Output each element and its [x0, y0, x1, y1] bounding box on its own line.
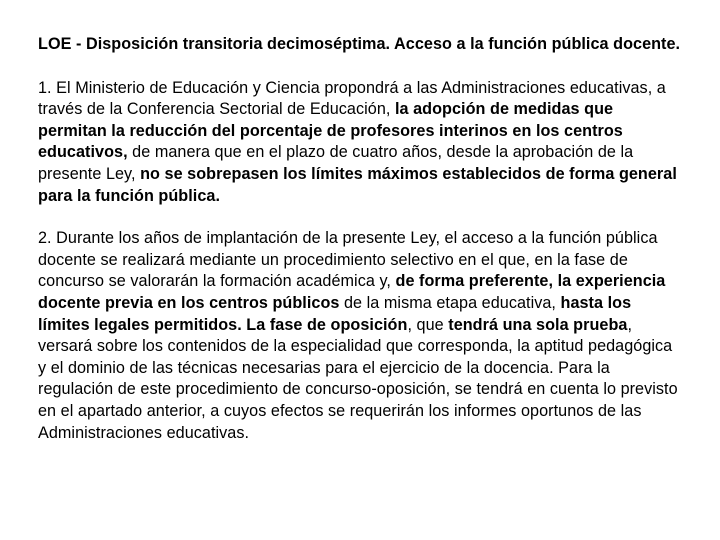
paragraph-2-text-2: de la misma etapa educativa, [339, 293, 561, 312]
document-heading: LOE - Disposición transitoria decimoséptima. Acceso a la función pública docente. [38, 35, 681, 53]
paragraph-1-bold-2: no se sobrepasen los límites máximos establecidos de forma general para la función pública. [38, 164, 677, 205]
paragraph-2-text-4: , versará sobre los contenidos de la especialidad que corresponda, la aptitud pedagógica y el dominio de las técnicas necesarias para el ejercicio de la docencia. Para la regulación de este procedimiento de concurso-oposición, se tendrá en cuenta lo previsto en el apartado anterior, a cuyos efectos se requerirán los informes oportunos de las Administraciones educativas. [38, 315, 678, 442]
paragraph-2-text-1: 2. Durante los años de implantación de la presente Ley, el acceso a la función pública docente se realizará mediante un procedimiento selectivo en el que, en la fase de concurso se valorarán la formación académica y, [38, 229, 658, 291]
paragraph-2-bold-3: tendrá una sola prueba [448, 315, 628, 334]
paragraph-2-bold-1: de forma preferente, la experiencia docente previa en los centros públicos [38, 272, 666, 312]
paragraph-1-text-1: 1. El Ministerio de Educación y Ciencia propondrá a las Administraciones educativas, a través de la Conferencia Sectorial de Educación, [38, 78, 666, 119]
paragraph-1-bold-1: la adopción de medidas que permitan la reducción del porcentaje de profesores interinos en los centros educativos, [38, 100, 623, 162]
paragraph-1-text-2: de manera que en el plazo de cuatro años, desde la aprobación de la presente Ley, [38, 143, 634, 183]
paragraph-2-text-3: , que [407, 315, 449, 334]
paragraph-2 [38, 228, 684, 444]
document-body [38, 34, 684, 465]
paragraph-2-bold-2: hasta los límites legales permitidos. La fase de oposición [38, 293, 632, 334]
paragraph-1 [38, 78, 684, 208]
